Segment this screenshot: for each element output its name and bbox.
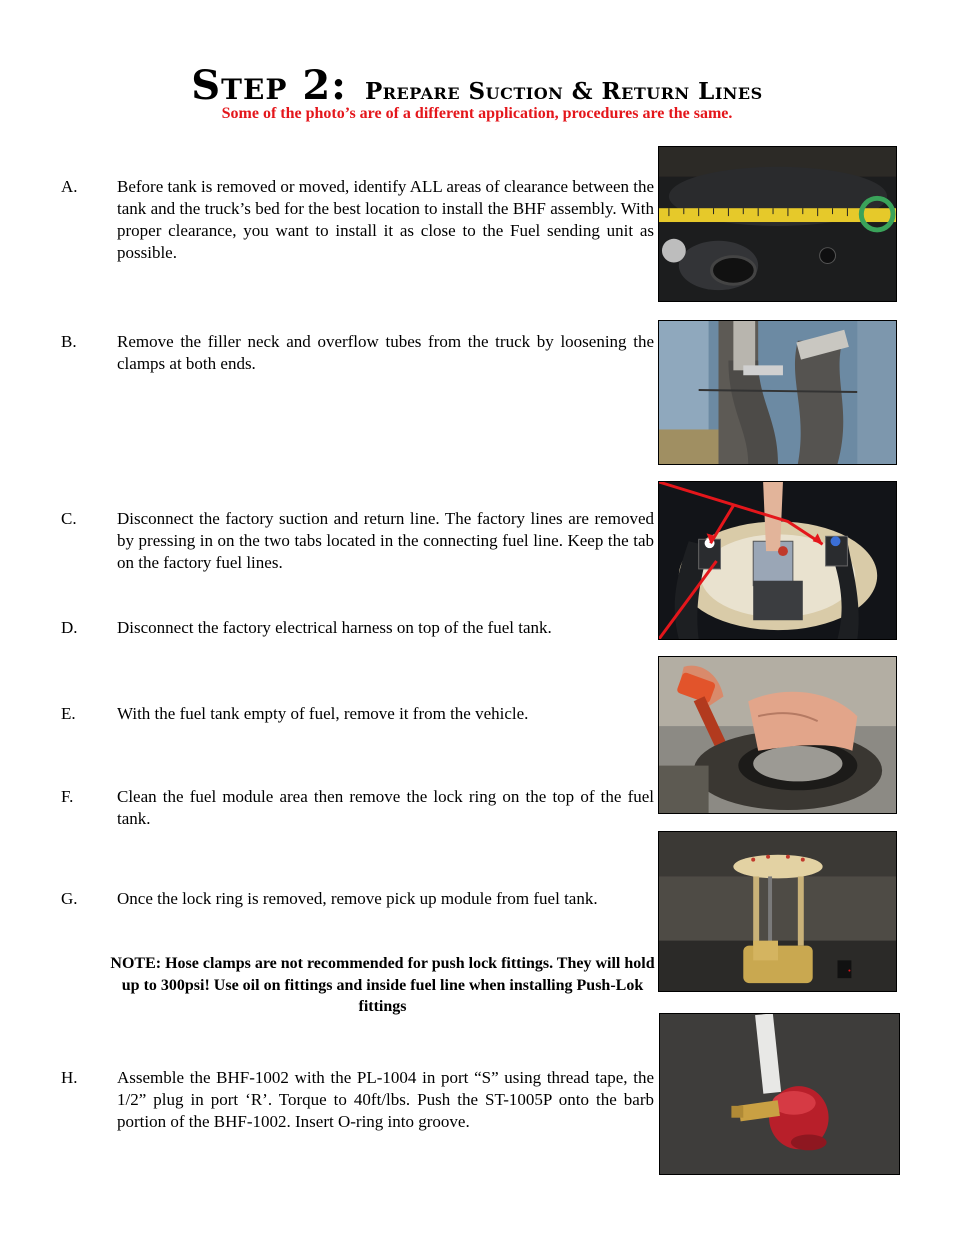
step-text-c: Disconnect the factory suction and return line. The factory lines are removed by pressing in on the two tabs located in the connecting fuel line. Keep the tab on the factory fuel lines. — [117, 509, 654, 572]
step-text-g: Once the lock ring is removed, remove pick up module from fuel tank. — [117, 889, 598, 908]
step-letter-a: A. — [61, 177, 78, 196]
step-text-b: Remove the filler neck and overflow tubes from the truck by loosening the clamps at both ends. — [117, 332, 654, 373]
photo-tank-clearance-measure — [658, 146, 897, 302]
photo-pickup-module — [658, 831, 897, 992]
photo-lock-ring-removal — [658, 656, 897, 814]
photo-bhf-fitting-assembly — [659, 1013, 900, 1175]
step-letter-e: E. — [61, 704, 76, 723]
subtitle-note: Some of the photo’s are of a different application, procedures are the same. — [221, 105, 733, 122]
step-letter-b: B. — [61, 332, 77, 351]
step-heading: Prepare Suction & Return Lines — [364, 78, 763, 105]
step-letter-h: H. — [61, 1068, 78, 1087]
step-text-f: Clean the fuel module area then remove the lock ring on the top of the fuel tank. — [117, 787, 654, 828]
step-letter-c: C. — [61, 509, 77, 528]
step-text-e: With the fuel tank empty of fuel, remove it from the vehicle. — [117, 704, 529, 723]
step-text-a: Before tank is removed or moved, identify ALL areas of clearance between the tank and the truck’s bed for the best location to install the BHF assembly. With proper clearance, you want to install it as close to the Fuel sending unit as possible. — [117, 177, 655, 262]
step-number: Step 2: — [191, 62, 347, 109]
step-text-d: Disconnect the factory electrical harness on top of the fuel tank. — [117, 618, 552, 637]
photo-filler-neck-tubes — [658, 320, 897, 465]
photo-fuel-line-connectors — [658, 481, 897, 640]
step-letter-d: D. — [61, 618, 78, 637]
page-title — [0, 62, 954, 109]
svg-text:•: • — [847, 967, 852, 976]
hose-clamp-note: NOTE: Hose clamps are not recommended for push lock fittings. They will hold up to 300psi! Use oil on fittings and inside fuel line when installing Push-Lok fittings — [110, 955, 655, 1015]
step-text-h: Assemble the BHF-1002 with the PL-1004 in port “S” using thread tape, the 1/2” plug in port ‘R’. Torque to 40ft/lbs. Push the ST-1005P onto the barb portion of the BHF-1002. Insert O-ring into groove. — [117, 1068, 654, 1131]
step-letter-g: G. — [61, 889, 78, 908]
step-letter-f: F. — [61, 787, 74, 806]
